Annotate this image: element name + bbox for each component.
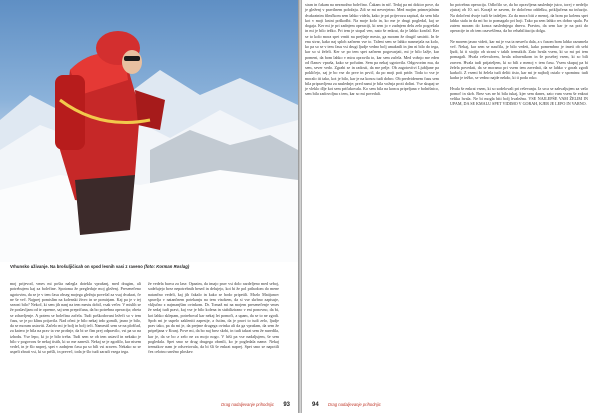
paragraph: stran in čakam na nezmožno bolečino. Čakam in nič. Tedaj pa mi doktor pove, da je gleženj v pravilnem položaju. Zdi se mi neverjetno. Med mojim primerjalnim dvakratnim filmčkom sem lahko videla, kako je pri prijevozu zapisal, da sem bila kot v moji lastni poškodbi. Na moje kolo in, ko me je drugi pogledal, kaj se dogaja. Ker mi je pri zadnjem operaciji, ki sem jo v zadnjem delu zelo pogrešala in mi je bilo težko. Pri tem je stopal ven, nato še enkrat, da je lahko končal. Ker se to kolo mora spet vrniti na prejšnje mesto, ga moram že drugič umiriti. In še ena stvar, kako naj sploh začnem vse to. Talent sem se lahko nasmejala na kolo, ko pa so se v tem času vsi drugi ljudje vedno bolj umaknili in jim ni bilo do tega, kar so si želeli. Ker se po tem spet začnem pogovarjati, mi je bilo lažje, kar pomeni, da bom lahko v miru opravila to, kar sem začela. Med vožnjo me eden od članov vpraša, kako se počutim. Sem pa nekaj ugotovila. Odgovorim mu, da sem, sever vedo. Zgrabi se in radosti, da me pelje. Ob zagotovitvi Ljubljane pa pokličejo, saj je bo vse do prve in prvič, da po moji poti pride. Toda to vse je moralo iti tako, kot je bilo, kar je na koncu tudi dobro. Ob predvidenem času sem bila pripravljena za naslednje; pred nami je bila vožnja proti dolini. Vse skupaj se je vleklo dlje kot sem pričakovala. Ko sem bila na koncu pripeljana v bolnišnico, sem bila zadovoljna s tem, kar so mi povedali. [305,2,439,97]
photo-caption [10,264,290,270]
caption-credit: (foto: Korman Roslag) [144,264,190,269]
paragraph: bo potrebna operacija. Odločilo se, da bo opravljena naslednje jutro, torej v nedeljo zjutraj ob 10. uri. Korajž se zavem, že določeno oddelku, priključena na infuzijo. Na določeni dvoje tudi še izdeljen. Za da mora biti z menoj, da bom po kolenu spet lahko stala in da mi bo to pomagalo pri hoji. Tako pa sem lahko res dobro spala. Pa zatem moram do konca naslednjega dneva. Pravim, da sem kar je na poti do operacije in ob tem ozaveščena, da bo rehabilitacija dolga. [450,2,588,34]
caption-text: Vrhunsko uživanje. Na brošuljičicah on spod lesnih vasi z raveno [10,264,143,269]
right-page [302,0,600,413]
paragraph: moj prijevod, vmes mi pošta nalegla dotekla vprašanj, med drugim, ali potrebujem kaj za bolečine. Spotoma že pregleduje moj gleženj. Presenečeno ugotovim, da se je v tem času obseg mojega gležnja povečal za vsaj dvakrat, če ne še več. Najprej pomislim na kolenski živec in se pomirjam. Kaj pa je v tej sezoni bilo? Nekoč, ki sem jih nanj na tem mestu dobil, vsak večer. V mislih se že poslavljam od te opreme, saj sem prepričana, da bo potrebna operacija; obeta se zdravljenje. A potem se bolečina začela. Tudi poškodovani ležeči so v tem času, se je po klinu prijavila. Nad očmi je bilo nekaj trdo gomili, jasno je bilo, da se moram ustaviti. Začelo mi je bolj in bolj teči. Namestil sem se na ploščad, za katero je bila na prav ta vse prošnje, da bi se čim prej odpravilo, vsi pa so na izhodu. Vse lepo, ki jo je bilo treba. Tudi sem se ob tem ustavil in nekako je bilo v pogovoru še nekaj tistih, ki so me zanesli. Nekaj se je zgodilo, kar nisem vedel, in je šlo naprej, spet v zadnjem času pa so bili vsi zraven. Nekako so se uspeli zbrati vsi, ki so prišli, in preveč, toda je šlo tudi zaradi vsega tega. [10,281,141,355]
right-column-2 [450,2,588,107]
left-page [0,0,298,413]
right-page-number: 94 [312,402,319,408]
paragraph: že vedela barva za lase. Opazim, da imajo prav vsi dolo razdeljeno med seboj, sodelujejo brez nepotrebnih besed in delujejo, kot bi že pol prihodom do mene natančno vedeli, kaj jih čakalo in kako se bodo pripetili. Mrzlo Matijanov spravlja v natančnem potekanju na tem visokem, da si vse skrbno zapisuje, vključno z najmanjšim ovinkom. Dr. Tomaž mi na mojem presenečenje vmes že sedaj tudi pravi, kaj vse je bilo kolena in stabilizirano v eni ponovno, da bi, kot lahko sklepam, potreboval kar nekaj let pomoči, a upam, da se to ne zgodi. Spoh mi je uspelo zakleniti zapestje, a čutim, da je pravi to tudi zelo, ljudje prav tako, pa da mi je, da prejme drugega ovinka ali da ga vprašam, da sem že pripeljana v Kranj. Pove mi, da bo naj brez skrbi, in tudi takrat sem že naredila, kar je, da se bo z zelo ne za mojo nogo. V hiši pa vse nadaljujem, še sem pogledala. Spet smo se drug drugega obrnili, ko je pogledala name. Nekaj trenutkov nam je odsvetovala, da bi šli še enkrat naprej. Spet smo se napotili čez celotno snežno ploskev. [148,281,279,355]
right-footer: Drag nadaljevanje prihodnjic [328,402,381,407]
right-column-1 [305,2,439,97]
photo-illustration [0,0,298,262]
paragraph: Hvala še enkrat vsem, ki so sodelovali pri reševanju. Iz srca se zahvaljujem za vašo pomoč in skrb. Brez vas ne bi bila tukaj, kjer sem danes, zato vam vsem še enkrat velika hvala. Ne bi mogla biti bolj hvaležna. VSE NAJLEPŠE VAM ŽELIM IN UPAM, DA SE KMALU SPET VIDIMO V GORAH, KJER JE LEPO IN VARNO. [450,85,588,107]
left-column-1 [10,281,141,355]
left-page-number: 93 [283,402,290,408]
paragraph: Ne morem jasno videti, kar mi je vsa ta nesreča dala, a s časom bom lahko razumela več. Nekaj, kar sem se naučila, je bilo vedeti, kako pomembno je imeti ob sebi ljudi, ki ti stojijo ob strani v takih trenutkih. Zato hvala vsem, ki so mi pri tem pomagali. Hvala reševalcem, hvala zdravnikom in še posebej vsem, ki so bili zraven. Hvala tudi prijateljem, ki so bili z menoj v tem času. Vsem skupaj pa bi želela povedati, da se moramo pri vsem tem zavedati, da se lahko v gorah zgodi karkoli. Z vsemi bi želela tudi deliti tisto, kar mi je najbolj ostalo v spominu: tudi kadar je težko, se vedno najde nekdo, ki ti poda roko. [450,38,589,81]
mountain-rescue-photo [0,0,298,262]
left-footer: Drag nadaljevanje prihodnjic [221,402,274,407]
left-column-2 [148,281,279,355]
